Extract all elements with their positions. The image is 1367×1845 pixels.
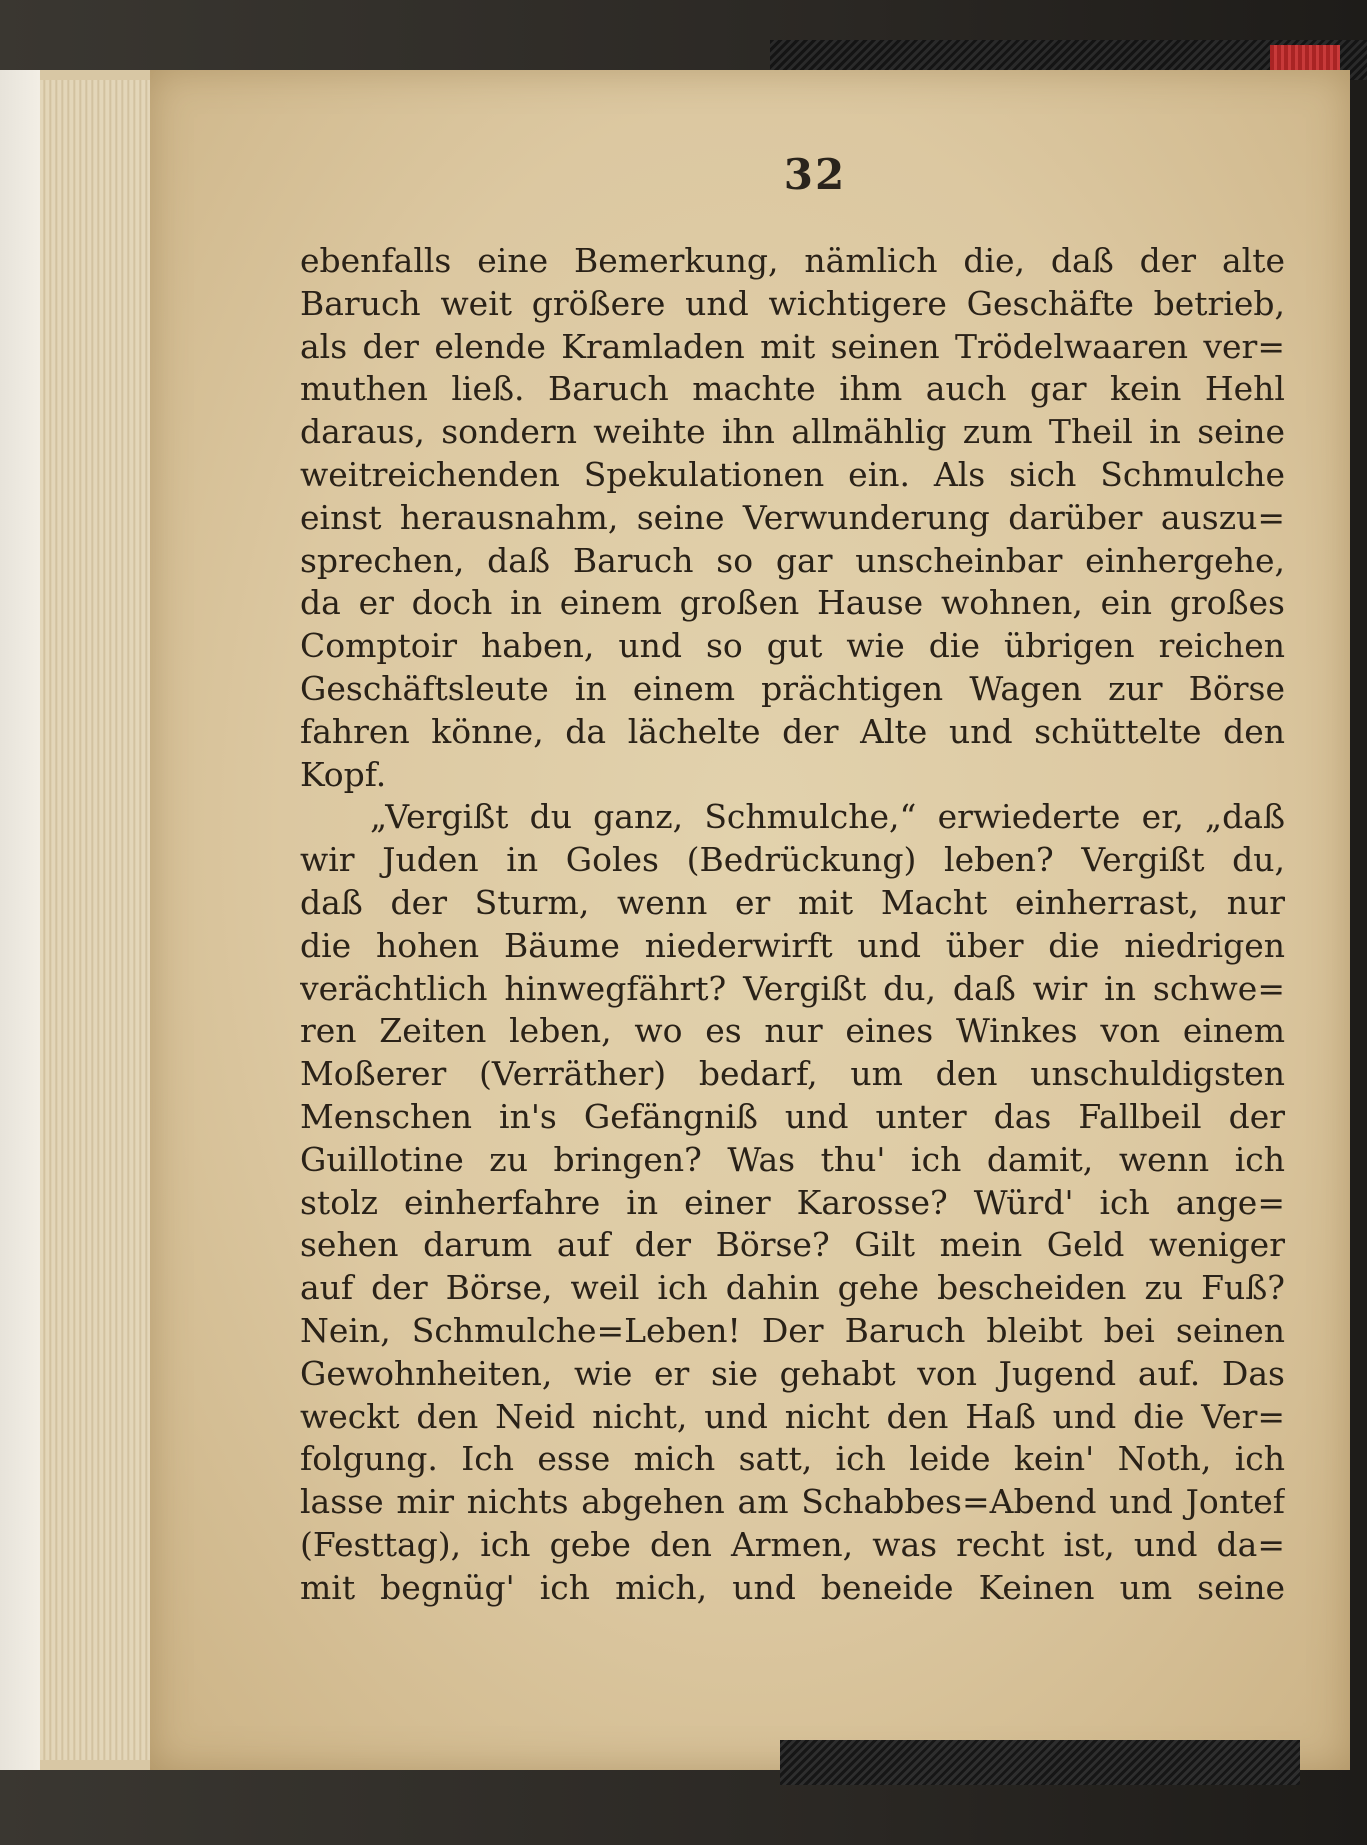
text-line: weitreichenden Spekulationen ein. Als sich Schmulche: [300, 454, 1285, 494]
text-line: mit begnüg' ich mich, und beneide Keinen um seine: [300, 1567, 1285, 1607]
text-line: sehen darum auf der Börse? Gilt mein Geld weniger: [300, 1225, 1285, 1265]
text-line: da er doch in einem großen Hause wohnen, ein großes: [300, 583, 1285, 623]
text-line: die hohen Bäume niederwirft und über die niedrigen: [300, 925, 1285, 965]
text-line: sprechen, daß Baruch so gar unscheinbar einhergehe,: [300, 540, 1285, 580]
book-cover-cloth-bottom: [780, 1740, 1300, 1785]
text-line: fahren könne, da lächelte der Alte und schüttelte den: [300, 711, 1285, 751]
text-line: Gewohnheiten, wie er sie gehabt von Jugend auf. Das: [300, 1353, 1285, 1393]
text-line: ren Zeiten leben, wo es nur eines Winkes von einem: [300, 1011, 1285, 1051]
text-line: einst herausnahm, seine Verwunderung darüber auszu=: [300, 497, 1285, 537]
text-line: „Vergißt du ganz, Schmulche,“ erwiederte er, „daß: [370, 797, 1285, 837]
text-line: Kopf.: [300, 754, 387, 794]
text-line: stolz einherfahre in einer Karosse? Würd' ich ange=: [300, 1182, 1285, 1222]
page-number: 32: [783, 150, 847, 199]
text-line: Geschäftsleute in einem prächtigen Wagen zur Börse: [300, 668, 1285, 708]
text-line: als der elende Kramladen mit seinen Trödelwaaren ver=: [300, 326, 1285, 366]
page-text: [300, 240, 1285, 1610]
text-line: (Festtag), ich gebe den Armen, was recht ist, und da=: [300, 1524, 1285, 1564]
text-line: weckt den Neid nicht, und nicht den Haß und die Ver=: [300, 1396, 1285, 1436]
text-line: lasse mir nichts abgehen am Schabbes=Abend und Jontef: [300, 1482, 1285, 1522]
text-line: daraus, sondern weihte ihn allmählig zum Theil in seine: [300, 412, 1285, 452]
text-line: auf der Börse, weil ich dahin gehe bescheiden zu Fuß?: [300, 1268, 1285, 1308]
text-line: wir Juden in Goles (Bedrückung) leben? Vergißt du,: [300, 840, 1285, 880]
text-line: Moßerer (Verräther) bedarf, um den unschuldigsten: [300, 1054, 1285, 1094]
text-line: Baruch weit größere und wichtigere Geschäfte betrieb,: [300, 283, 1285, 323]
text-line: muthen ließ. Baruch machte ihm auch gar kein Hehl: [300, 369, 1285, 409]
text-line: Menschen in's Gefängniß und unter das Fallbeil der: [300, 1096, 1285, 1136]
text-line: folgung. Ich esse mich satt, ich leide kein' Noth, ich: [300, 1439, 1285, 1479]
text-line: Comptoir haben, und so gut wie die übrigen reichen: [300, 626, 1285, 666]
text-line: daß der Sturm, wenn er mit Macht einherrast, nur: [300, 882, 1285, 922]
text-line: Nein, Schmulche=Leben! Der Baruch bleibt bei seinen: [300, 1310, 1285, 1350]
text-line: Guillotine zu bringen? Was thu' ich damit, wenn ich: [300, 1139, 1285, 1179]
text-line: verächtlich hinwegfährt? Vergißt du, daß wir in schwe=: [300, 968, 1285, 1008]
text-line: ebenfalls eine Bemerkung, nämlich die, daß der alte: [300, 241, 1285, 280]
